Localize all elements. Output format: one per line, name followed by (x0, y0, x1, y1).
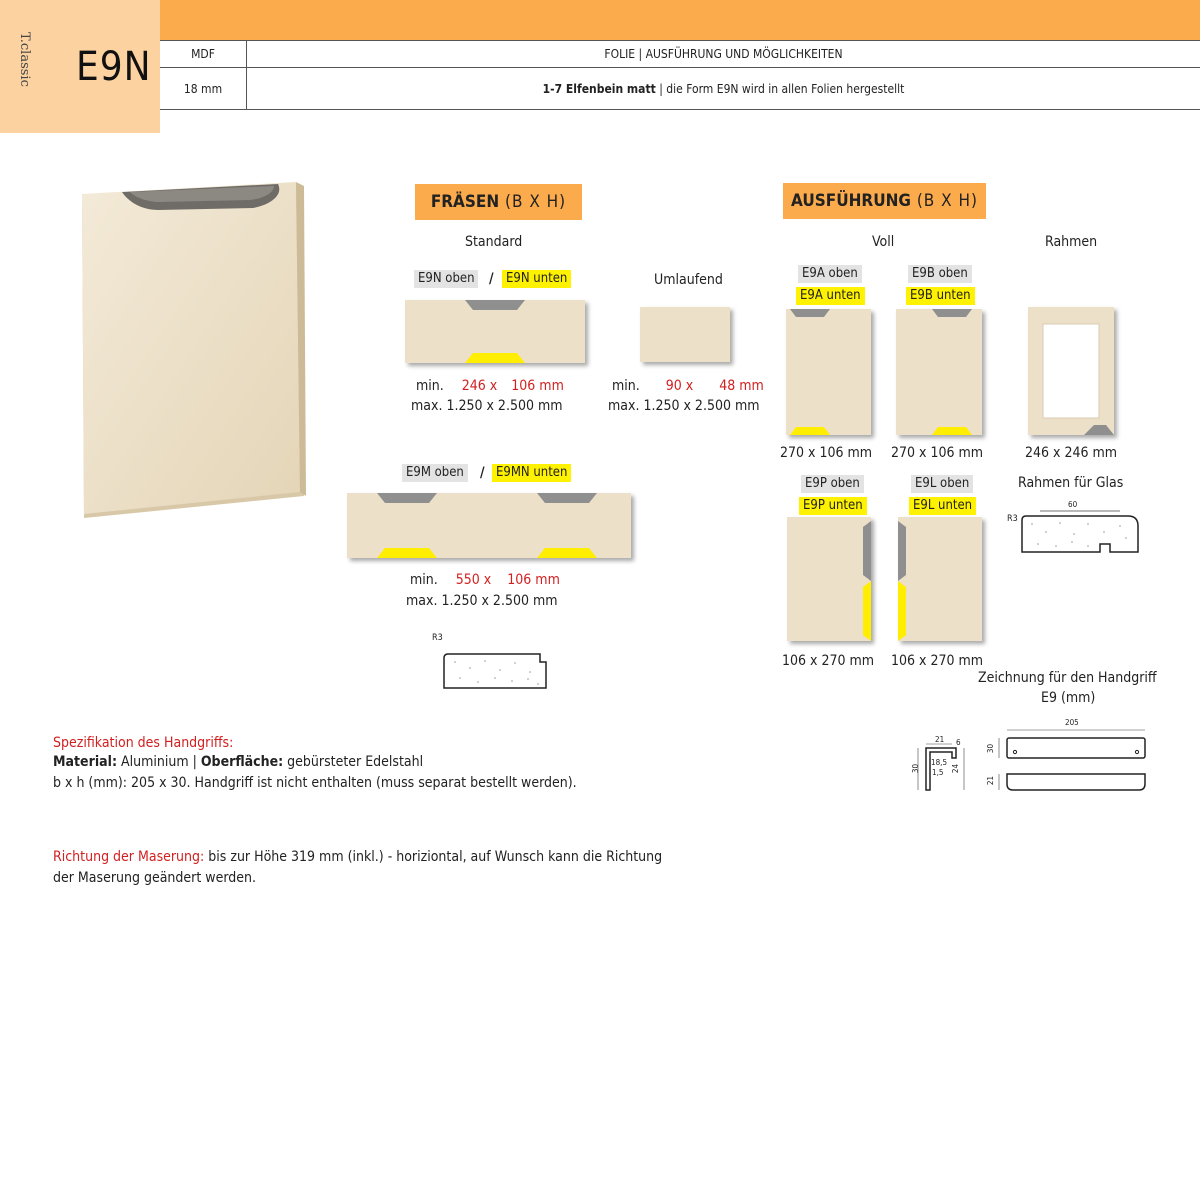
e9p-dim: 106 x 270 mm (782, 653, 875, 669)
slash-2: / (480, 465, 485, 481)
e9n-oben-badge: E9N oben (414, 270, 478, 288)
glas-r3-label: R3 (1007, 514, 1018, 524)
rahmen-dim: 246 x 246 mm (1025, 445, 1118, 461)
profile-drawing (440, 648, 550, 690)
glas-profile-drawing (1020, 508, 1142, 556)
e9l-unten-badge: E9L unten (909, 497, 976, 515)
col2-value: 1-7 Elfenbein matt | die Form E9N wird in allen Folien hergestellt (247, 68, 1200, 110)
door-illustration (78, 178, 318, 523)
product-code: E9N (76, 44, 152, 90)
e9p-unten-badge: E9P unten (799, 497, 867, 515)
maserung-line-1: Richtung der Maserung: bis zur Höhe 319 mm (inkl.) - horiziontal, auf Wunsch kann die Richtung (53, 849, 663, 865)
standard-label: Standard (465, 234, 523, 250)
ausfuehrung-tab: AUSFÜHRUNG (B X H) (783, 183, 986, 219)
standard-max: max. 1.250 x 2.500 mm (411, 398, 563, 414)
rahmen-window (1028, 307, 1114, 435)
hg-30: 30 (911, 763, 921, 774)
profile-r3-label: R3 (432, 633, 443, 643)
e9a-dim: 270 x 106 mm (780, 445, 873, 461)
multi-max: max. 1.250 x 2.500 mm (406, 593, 558, 609)
slash: / (489, 271, 494, 287)
e9a-oben-badge: E9A oben (798, 265, 862, 283)
spec-table (160, 40, 1200, 110)
handgriff-material-line: Material: Aluminium | Oberfläche: gebürsteter Edelstahl (53, 754, 424, 770)
multi-grooves (347, 493, 631, 558)
umlaufend-label: Umlaufend (654, 272, 723, 288)
fraesen-tab: FRÄSEN (B X H) (415, 184, 582, 220)
e9p-oben-badge: E9P oben (801, 475, 864, 493)
e9p-grooves (787, 517, 871, 641)
e9b-grooves (896, 309, 982, 435)
rahmen-label: Rahmen (1045, 234, 1098, 250)
standard-grooves (405, 300, 585, 363)
hg-24: 24 (951, 763, 961, 774)
maserung-line-2: der Maserung geändert werden. (53, 870, 256, 886)
e9a-unten-badge: E9A unten (796, 287, 865, 305)
handgriff-spec-title: Spezifikation des Handgriffs: (53, 735, 234, 751)
handgriff-size-line: b x h (mm): 205 x 30. Handgriff ist nicht enthalten (muss separat bestellt werden). (53, 775, 577, 791)
col1-value: 18 mm (160, 68, 247, 110)
hg-15: 1,5 (932, 768, 944, 777)
umlaufend-panel (640, 307, 730, 362)
hg-6: 6 (956, 738, 961, 747)
handgriff-label-2: E9 (mm) (1041, 690, 1096, 706)
col1-header: MDF (160, 41, 247, 68)
hg-21b: 21 (986, 775, 996, 786)
e9m-oben-badge: E9M oben (402, 464, 468, 482)
hg-185: 18,5 (931, 758, 948, 767)
e9b-dim: 270 x 106 mm (891, 445, 984, 461)
e9n-unten-badge: E9N unten (502, 270, 571, 288)
brand-logo: T.classic (17, 32, 32, 87)
hg-21: 21 (935, 735, 945, 744)
e9l-oben-badge: E9L oben (911, 475, 973, 493)
e9l-dim: 106 x 270 mm (891, 653, 984, 669)
e9a-grooves (786, 309, 871, 435)
handgriff-label-1: Zeichnung für den Handgriff (978, 670, 1157, 686)
header-band (160, 0, 1200, 40)
standard-min: min. 246 x 106 mm (416, 378, 564, 394)
umlaufend-max: max. 1.250 x 2.500 mm (608, 398, 760, 414)
umlaufend-min: min. 90 x 48 mm (612, 378, 764, 394)
glas-60-label: 60 (1068, 500, 1078, 509)
e9b-unten-badge: E9B unten (906, 287, 975, 305)
e9mn-unten-badge: E9MN unten (492, 464, 571, 482)
e9b-oben-badge: E9B oben (908, 265, 972, 283)
handle-views-drawing (985, 728, 1150, 794)
voll-label: Voll (872, 234, 895, 250)
glas-label: Rahmen für Glas (1018, 475, 1124, 491)
hg-205: 205 (1065, 718, 1079, 727)
e9l-grooves (898, 517, 982, 641)
hg-30b: 30 (986, 743, 996, 754)
col2-header: FOLIE | AUSFÜHRUNG UND MÖGLICHKEITEN (247, 41, 1200, 68)
multi-min: min. 550 x 106 mm (410, 572, 560, 588)
